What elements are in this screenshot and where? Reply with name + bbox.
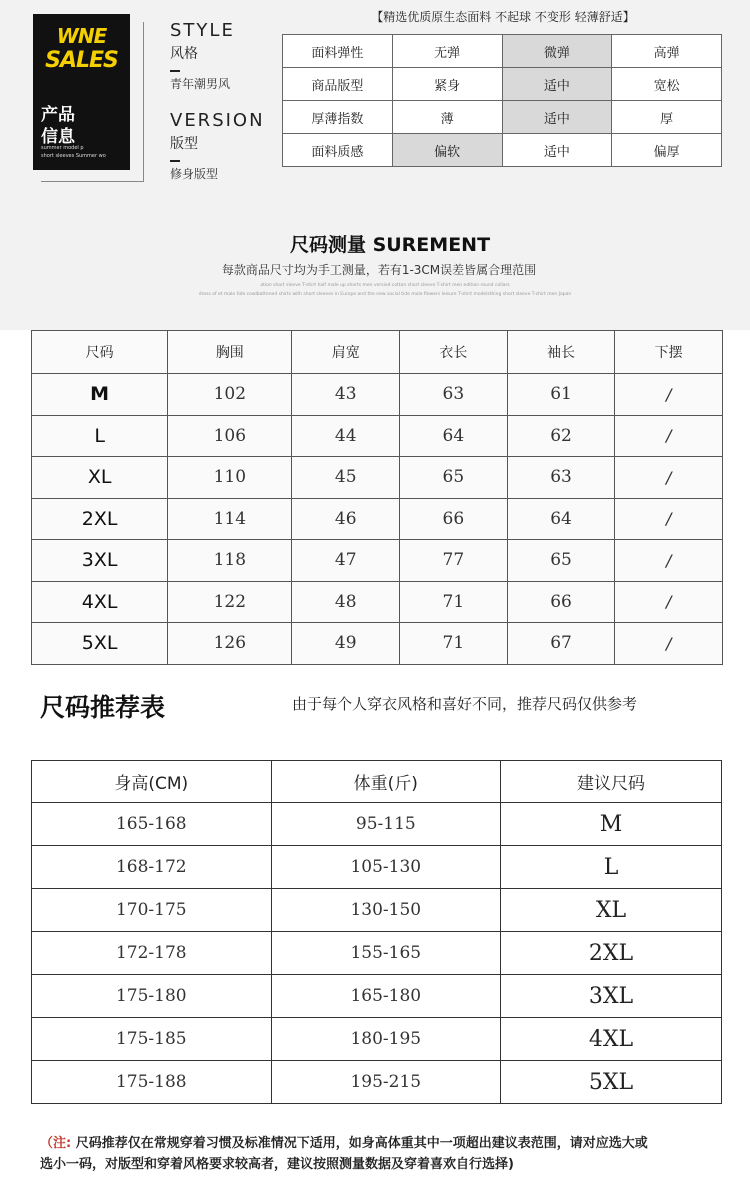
size-chart-cell: / — [615, 540, 723, 582]
recommendation-cell: 175-180 — [32, 975, 272, 1018]
size-chart-cell: / — [615, 581, 723, 623]
style-label-en: STYLE — [170, 20, 235, 41]
footnote-line2: 选小一码，对版型和穿着风格要求较高者，建议按照测量数据及穿着喜欢自行选择) — [40, 1157, 514, 1172]
size-label: L — [32, 415, 168, 457]
logo-cn-line1: 产品 — [41, 105, 75, 125]
size-chart-cell: 44 — [292, 415, 400, 457]
size-chart-cell: 64 — [400, 415, 508, 457]
size-label: 3XL — [32, 540, 168, 582]
size-label: 5XL — [32, 623, 168, 665]
size-chart-cell: 48 — [292, 581, 400, 623]
attribute-option: 无弹 — [392, 35, 502, 68]
size-chart-cell: 126 — [168, 623, 292, 665]
measurement-title: 尺码测量 SUREMENT — [289, 234, 491, 256]
size-chart-cell: / — [615, 498, 723, 540]
attribute-name: 商品版型 — [283, 68, 393, 101]
recommendation-cell: 195-215 — [271, 1061, 500, 1104]
size-chart-row — [32, 540, 723, 582]
attribute-option: 适中 — [502, 134, 612, 167]
recommended-size: L — [501, 846, 722, 889]
recommendation-row — [32, 889, 722, 932]
brand-logo — [33, 14, 130, 170]
size-label: XL — [32, 457, 168, 499]
size-chart-cell: 106 — [168, 415, 292, 457]
recommendation-table — [31, 760, 722, 1104]
attribute-row — [283, 68, 722, 101]
attribute-row — [283, 35, 722, 68]
size-chart-cell: 47 — [292, 540, 400, 582]
size-chart-cell: 63 — [507, 457, 615, 499]
product-info-section — [0, 0, 750, 330]
attribute-option: 宽松 — [612, 68, 722, 101]
recommendation-row — [32, 846, 722, 889]
size-chart-row — [32, 457, 723, 499]
attribute-option: 紧身 — [392, 68, 502, 101]
recommended-size: 2XL — [501, 932, 722, 975]
logo-cn-line2: 信息 — [41, 127, 75, 147]
style-label-cn: 风格 — [170, 46, 198, 62]
size-chart-cell: 66 — [507, 581, 615, 623]
size-chart-cell: 64 — [507, 498, 615, 540]
size-chart-cell: 62 — [507, 415, 615, 457]
attribute-name: 面料质感 — [283, 134, 393, 167]
recommendation-cell: 168-172 — [32, 846, 272, 889]
attribute-option: 偏厚 — [612, 134, 722, 167]
size-chart-header: 衣长 — [400, 331, 508, 374]
size-chart-cell: 65 — [507, 540, 615, 582]
recommendation-row — [32, 1018, 722, 1061]
footnote-mark: （注: — [40, 1136, 72, 1151]
size-chart-cell: 71 — [400, 581, 508, 623]
style-version-block — [170, 20, 270, 182]
recommended-size: 3XL — [501, 975, 722, 1018]
size-chart-cell: / — [615, 457, 723, 499]
recommendation-cell: 180-195 — [271, 1018, 500, 1061]
recommendation-cell: 105-130 — [271, 846, 500, 889]
attribute-option: 薄 — [392, 101, 502, 134]
recommendation-note: 由于每个人穿衣风格和喜好不同，推荐尺码仅供参考 — [292, 695, 638, 713]
recommendation-cell: 170-175 — [32, 889, 272, 932]
recommended-size: 5XL — [501, 1061, 722, 1104]
size-chart-row — [32, 374, 723, 416]
recommendation-row — [32, 975, 722, 1018]
footnote-text1: 尺码推荐仅在常规穿着习惯及标准情况下适用，如身高体重其中一项超出建议表范围，请对应选大或 — [75, 1136, 648, 1151]
size-chart-cell: 65 — [400, 457, 508, 499]
recommendation-cell: 130-150 — [271, 889, 500, 932]
size-label: M — [32, 374, 168, 416]
style-divider — [170, 70, 180, 72]
size-chart-cell: 61 — [507, 374, 615, 416]
recommendation-row — [32, 803, 722, 846]
quality-title: 【精选优质原生态面料 不起球 不变形 轻薄舒适】 — [371, 10, 635, 24]
size-chart-table — [31, 330, 723, 665]
attribute-option-selected: 适中 — [502, 68, 612, 101]
size-chart-cell: 49 — [292, 623, 400, 665]
attribute-row — [283, 101, 722, 134]
recommended-size: M — [501, 803, 722, 846]
size-chart-cell: 114 — [168, 498, 292, 540]
attribute-option: 厚 — [612, 101, 722, 134]
recommendation-row — [32, 1061, 722, 1104]
size-chart-cell: 71 — [400, 623, 508, 665]
measurement-fineprint-2: dress of et male tide cowlbattened shirts with short sleeves in Europe and the new social tide male flowers leisure T-shirt modelsthing short sleeve T-shirt men Japan — [198, 292, 572, 297]
attribute-row — [283, 134, 722, 167]
size-chart-row — [32, 498, 723, 540]
version-value: 修身版型 — [170, 167, 219, 181]
logo-small-line2: short sleeves Summer wo — [41, 153, 106, 159]
size-chart-cell: 118 — [168, 540, 292, 582]
size-chart-cell: 67 — [507, 623, 615, 665]
attribute-name: 面料弹性 — [283, 35, 393, 68]
attribute-name: 厚薄指数 — [283, 101, 393, 134]
logo-small-line1: summer model p — [41, 145, 84, 151]
size-chart-row — [32, 581, 723, 623]
fabric-attribute-table — [282, 34, 722, 167]
size-chart-row — [32, 623, 723, 665]
version-divider — [170, 160, 180, 162]
recommendation-row — [32, 932, 722, 975]
size-chart-row — [32, 415, 723, 457]
recommendation-header: 体重(斤) — [271, 761, 500, 803]
footnote-line1 — [40, 1133, 720, 1154]
size-chart-cell: 110 — [168, 457, 292, 499]
size-label: 4XL — [32, 581, 168, 623]
style-value: 青年潮男风 — [170, 77, 231, 91]
attribute-option: 高弹 — [612, 35, 722, 68]
size-chart-cell: / — [615, 623, 723, 665]
size-chart-cell: 77 — [400, 540, 508, 582]
recommendation-cell: 175-185 — [32, 1018, 272, 1061]
recommendation-cell: 95-115 — [271, 803, 500, 846]
size-label: 2XL — [32, 498, 168, 540]
size-chart-header: 袖长 — [507, 331, 615, 374]
recommended-size: 4XL — [501, 1018, 722, 1061]
size-chart-header: 下摆 — [615, 331, 723, 374]
recommendation-title: 尺码推荐表 — [40, 693, 166, 722]
recommendation-cell: 175-188 — [32, 1061, 272, 1104]
size-chart-cell: / — [615, 415, 723, 457]
attribute-option-selected: 微弹 — [502, 35, 612, 68]
size-chart-cell: 102 — [168, 374, 292, 416]
logo-text-line1: WNE — [56, 24, 107, 48]
attribute-option-selected: 偏软 — [392, 134, 502, 167]
logo-text-line2: SALES — [45, 48, 118, 73]
recommendation-cell: 155-165 — [271, 932, 500, 975]
size-chart-cell: 46 — [292, 498, 400, 540]
recommended-size: XL — [501, 889, 722, 932]
measurement-fineprint-1: ation short sleeve T-shirt half male up shorts men versied cotton short sleeve T-shirt men edition round collars — [260, 283, 510, 288]
size-chart-header: 胸围 — [168, 331, 292, 374]
size-chart-cell: 66 — [400, 498, 508, 540]
size-chart-cell: 45 — [292, 457, 400, 499]
size-chart-cell: / — [615, 374, 723, 416]
recommendation-header: 建议尺码 — [501, 761, 722, 803]
attribute-option-selected: 适中 — [502, 101, 612, 134]
size-chart-header: 肩宽 — [292, 331, 400, 374]
size-chart-cell: 122 — [168, 581, 292, 623]
recommendation-header: 身高(CM) — [32, 761, 272, 803]
size-chart-cell: 43 — [292, 374, 400, 416]
version-label-en: VERSION — [170, 110, 265, 131]
measurement-subtitle: 每款商品尺寸均为手工测量，若有1-3CM误差皆属合理范围 — [221, 263, 537, 277]
size-chart-cell: 63 — [400, 374, 508, 416]
recommendation-cell: 165-168 — [32, 803, 272, 846]
recommendation-cell: 172-178 — [32, 932, 272, 975]
footnote — [40, 1133, 720, 1175]
version-label-cn: 版型 — [170, 136, 198, 152]
size-chart-header: 尺码 — [32, 331, 168, 374]
recommendation-cell: 165-180 — [271, 975, 500, 1018]
